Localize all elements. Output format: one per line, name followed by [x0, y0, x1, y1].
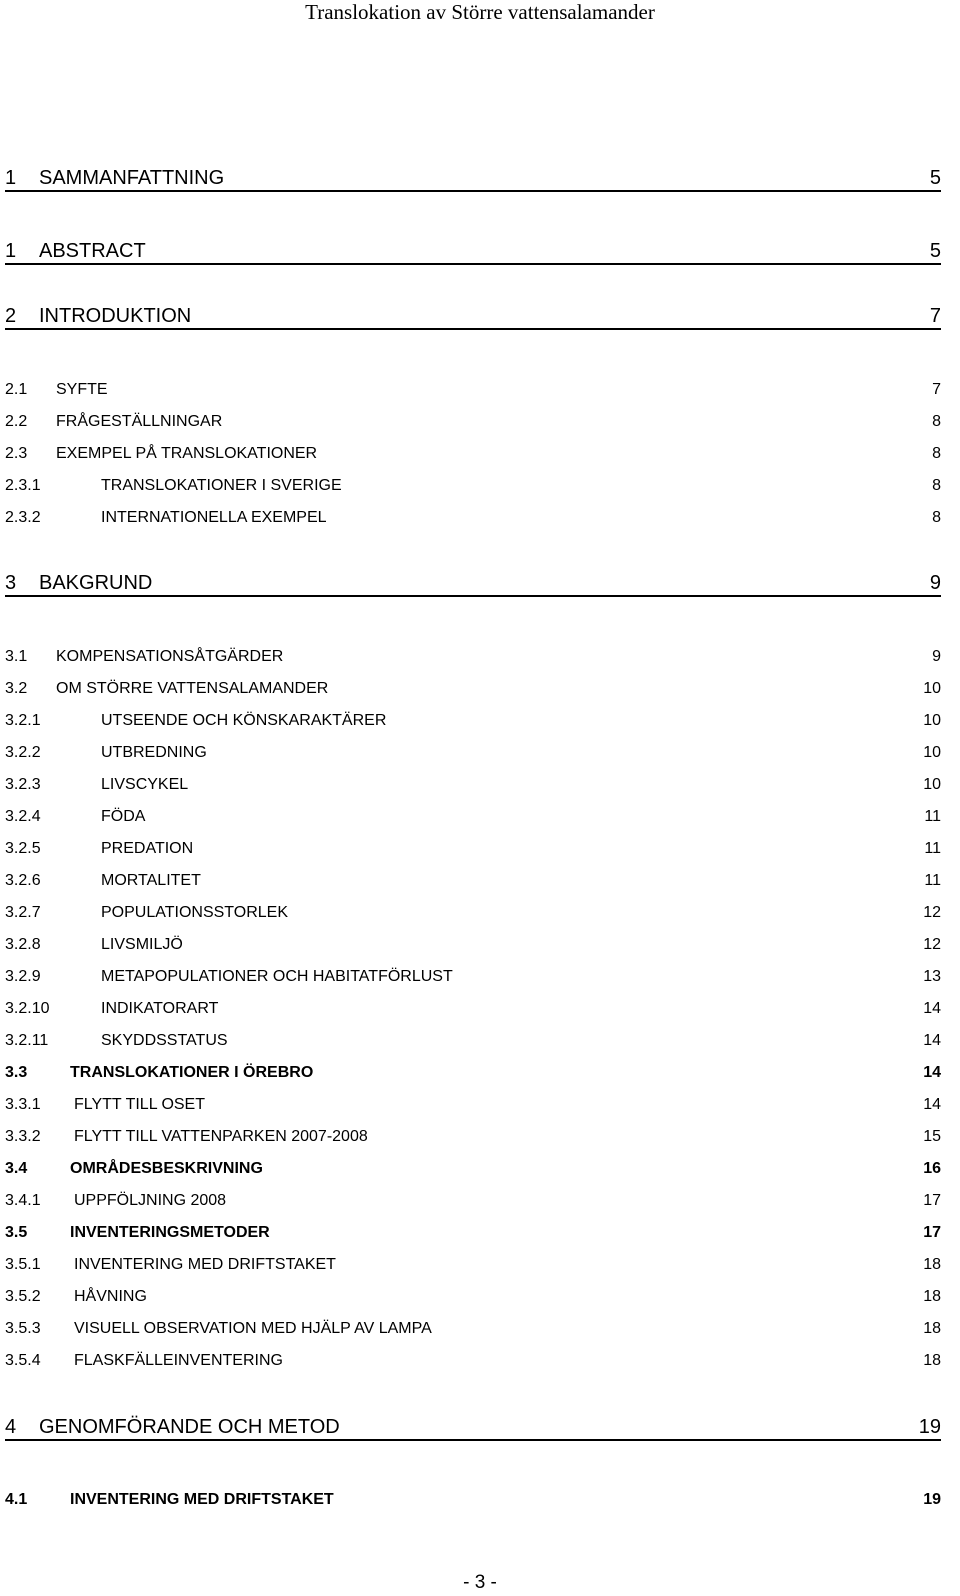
heading-underline: [5, 190, 941, 192]
toc-entry-number: 2.3: [5, 445, 28, 462]
toc-entry-number: 3.4.1: [5, 1192, 41, 1209]
toc-entry[interactable]: [5, 798, 960, 828]
toc-entry-title: BAKGRUND: [39, 572, 153, 594]
toc-entry-title: INTERNATIONELLA EXEMPEL: [101, 509, 327, 526]
toc-entry-title: UTSEENDE OCH KÖNSKARAKTÄRER: [101, 712, 387, 729]
toc-entry-number: 3.2.5: [5, 840, 41, 857]
toc-entry-number: 3.1: [5, 648, 28, 665]
toc-entry-number: 3.3.2: [5, 1128, 41, 1145]
toc-entry-title: INVENTERING MED DRIFTSTAKET: [74, 1256, 336, 1273]
toc-entry-number: 3.5: [5, 1224, 28, 1241]
running-header: Translokation av Större vattensalamander: [305, 0, 655, 24]
toc-entry-number: 3.2.7: [5, 904, 41, 921]
toc-entry-title: UTBREDNING: [101, 744, 207, 761]
toc-entry-title: FLYTT TILL VATTENPARKEN 2007-2008: [74, 1128, 368, 1145]
toc-entry[interactable]: [5, 371, 960, 401]
toc-entry[interactable]: [5, 499, 960, 529]
toc-entry-title: INVENTERING MED DRIFTSTAKET: [70, 1491, 334, 1508]
toc-entry-number: 3.2.6: [5, 872, 41, 889]
toc-entry[interactable]: [5, 862, 960, 892]
toc-entry-title: METAPOPULATIONER OCH HABITATFÖRLUST: [101, 968, 453, 985]
toc-entry-number: 2.1: [5, 381, 28, 398]
toc-entry-page: 14: [923, 1064, 941, 1081]
toc-entry[interactable]: [5, 1118, 960, 1148]
toc-entry-page: 17: [923, 1224, 941, 1241]
toc-entry-title: OM STÖRRE VATTENSALAMANDER: [56, 680, 329, 697]
toc-entry-page: 18: [923, 1320, 941, 1337]
toc-entry-number: 2.3.2: [5, 509, 41, 526]
toc-entry[interactable]: [5, 1054, 960, 1084]
toc-entry[interactable]: [5, 830, 960, 860]
toc-entry-page: 13: [923, 968, 941, 985]
toc-entry-page: 19: [918, 1416, 941, 1438]
toc-entry-page: 18: [923, 1352, 941, 1369]
toc-entry-number: 3.3.1: [5, 1096, 41, 1113]
toc-entry-number: 4: [5, 1416, 17, 1438]
toc-entry-number: 2.3.1: [5, 477, 41, 494]
toc-entry-number: 3.2.11: [5, 1032, 49, 1049]
toc-entry-title: INDIKATORART: [101, 1000, 219, 1017]
toc-entry-number: 3.3: [5, 1064, 28, 1081]
heading-underline: [5, 328, 941, 330]
toc-entry-page: 11: [924, 808, 941, 825]
toc-entry-title: VISUELL OBSERVATION MED HJÄLP AV LAMPA: [74, 1320, 432, 1337]
toc-entry-title: SYFTE: [56, 381, 108, 398]
toc-entry-title: TRANSLOKATIONER I SVERIGE: [101, 477, 342, 494]
toc-entry-title: PREDATION: [101, 840, 194, 857]
toc-entry-page: 14: [923, 1032, 941, 1049]
toc-entry-title: LIVSMILJÖ: [101, 936, 183, 953]
toc-entry[interactable]: [5, 1411, 960, 1441]
toc-entry-page: 11: [924, 840, 941, 857]
toc-entry-number: 3.2.4: [5, 808, 41, 825]
toc-entry-page: 5: [929, 167, 941, 189]
toc-entry[interactable]: [5, 467, 960, 497]
toc-entry-page: 10: [923, 776, 941, 793]
toc-entry-title: UPPFÖLJNING 2008: [74, 1192, 227, 1209]
toc-entry-page: 7: [932, 381, 941, 398]
toc-entry-number: 3.5.3: [5, 1320, 41, 1337]
toc-entry-number: 1: [5, 240, 17, 262]
toc-entry-number: 4.1: [5, 1491, 28, 1508]
toc-entry-page: 18: [923, 1256, 941, 1273]
toc-entry-title: KOMPENSATIONSÅTGÄRDER: [56, 648, 284, 665]
toc-entry-page: 10: [923, 680, 941, 697]
heading-underline: [5, 263, 941, 265]
toc-entry-page: 10: [923, 744, 941, 761]
toc-entry[interactable]: [5, 1150, 960, 1180]
toc-entry-title: HÅVNING: [74, 1288, 147, 1305]
toc-entry-page: 19: [923, 1491, 941, 1508]
toc-entry[interactable]: [5, 958, 960, 988]
toc-entry-number: 3: [5, 572, 17, 594]
toc-entry[interactable]: [5, 235, 960, 265]
toc-entry-title: OMRÅDESBESKRIVNING: [70, 1160, 263, 1177]
toc-entry-page: 17: [923, 1192, 941, 1209]
toc-entry-title: POPULATIONSSTORLEK: [101, 904, 289, 921]
toc-entry-number: 3.2.9: [5, 968, 41, 985]
toc-entry-title: SAMMANFATTNING: [39, 167, 225, 189]
toc-entry[interactable]: [5, 926, 960, 956]
toc-entry-title: FRÅGESTÄLLNINGAR: [56, 413, 223, 430]
toc-entry-title: GENOMFÖRANDE OCH METOD: [39, 1416, 340, 1438]
toc-entry-number: 1: [5, 167, 17, 189]
toc-entry-page: 12: [923, 904, 941, 921]
toc-entry-page: 7: [929, 305, 941, 327]
toc-entry-page: 8: [932, 445, 941, 462]
toc-entry-title: ABSTRACT: [39, 240, 146, 262]
toc-entry-number: 3.2: [5, 680, 28, 697]
toc-entry-page: 12: [923, 936, 941, 953]
toc-entry-page: 14: [923, 1000, 941, 1017]
toc-entry-number: 3.5.2: [5, 1288, 41, 1305]
toc-entry[interactable]: [5, 1278, 960, 1308]
toc-entry[interactable]: [5, 300, 960, 330]
toc-entry-page: 18: [923, 1288, 941, 1305]
heading-underline: [5, 1439, 941, 1441]
toc-entry-number: 2: [5, 305, 17, 327]
toc-entry-page: 8: [932, 509, 941, 526]
toc-entry-title: LIVSCYKEL: [101, 776, 189, 793]
toc-entry[interactable]: [5, 1182, 960, 1212]
toc-entry[interactable]: [5, 670, 960, 700]
toc-entry[interactable]: [5, 1214, 960, 1244]
toc-entry[interactable]: [5, 435, 960, 465]
toc-entry-number: 3.4: [5, 1160, 28, 1177]
toc-entry-number: 3.2.3: [5, 776, 41, 793]
toc-entry-number: 3.5.4: [5, 1352, 41, 1369]
page-number: - 3 -: [463, 1572, 497, 1593]
heading-underline: [5, 595, 941, 597]
toc-entry[interactable]: [5, 1310, 960, 1340]
toc-entry-title: EXEMPEL PÅ TRANSLOKATIONER: [56, 445, 318, 462]
toc-entry-number: 3.5.1: [5, 1256, 41, 1273]
toc-entry[interactable]: [5, 1342, 960, 1372]
toc-entry-title: TRANSLOKATIONER I ÖREBRO: [70, 1064, 314, 1081]
toc-entry-page: 5: [929, 240, 941, 262]
toc-entry-title: MORTALITET: [101, 872, 201, 889]
toc-entry[interactable]: [5, 702, 960, 732]
toc-entry-page: 10: [923, 712, 941, 729]
toc-entry[interactable]: [5, 894, 960, 924]
toc-entry-page: 11: [924, 872, 941, 889]
toc-entry-title: FLASKFÄLLEINVENTERING: [74, 1352, 283, 1369]
toc-entry-title: SKYDDSSTATUS: [101, 1032, 228, 1049]
toc-entry-page: 9: [932, 648, 941, 665]
toc-entry[interactable]: [5, 403, 960, 433]
toc-entry-page: 16: [923, 1160, 941, 1177]
toc-entry-number: 3.2.10: [5, 1000, 50, 1017]
toc-entry-title: FLYTT TILL OSET: [74, 1096, 205, 1113]
toc-entry[interactable]: [5, 734, 960, 764]
toc-entry-number: 3.2.2: [5, 744, 41, 761]
toc-entry-page: 15: [923, 1128, 941, 1145]
toc-entry-title: INTRODUKTION: [39, 305, 192, 327]
toc-entry[interactable]: [5, 567, 960, 597]
toc-entry-page: 8: [932, 477, 941, 494]
toc-entry[interactable]: [5, 1086, 960, 1116]
toc-entry-title: INVENTERINGSMETODER: [70, 1224, 270, 1241]
toc-entry[interactable]: [5, 1022, 960, 1052]
toc-entry[interactable]: [5, 1481, 960, 1511]
toc-entry-page: 9: [929, 572, 941, 594]
toc-entry-title: FÖDA: [101, 808, 146, 825]
toc-entry[interactable]: [5, 990, 960, 1020]
toc-entry[interactable]: [5, 162, 960, 192]
toc-entry[interactable]: [5, 766, 960, 796]
toc-entry-number: 2.2: [5, 413, 28, 430]
toc-entry[interactable]: [5, 1246, 960, 1276]
toc-entry-number: 3.2.8: [5, 936, 41, 953]
toc-entry[interactable]: [5, 638, 960, 668]
toc-entry-number: 3.2.1: [5, 712, 41, 729]
toc-entry-page: 14: [923, 1096, 941, 1113]
toc-entry-page: 8: [932, 413, 941, 430]
